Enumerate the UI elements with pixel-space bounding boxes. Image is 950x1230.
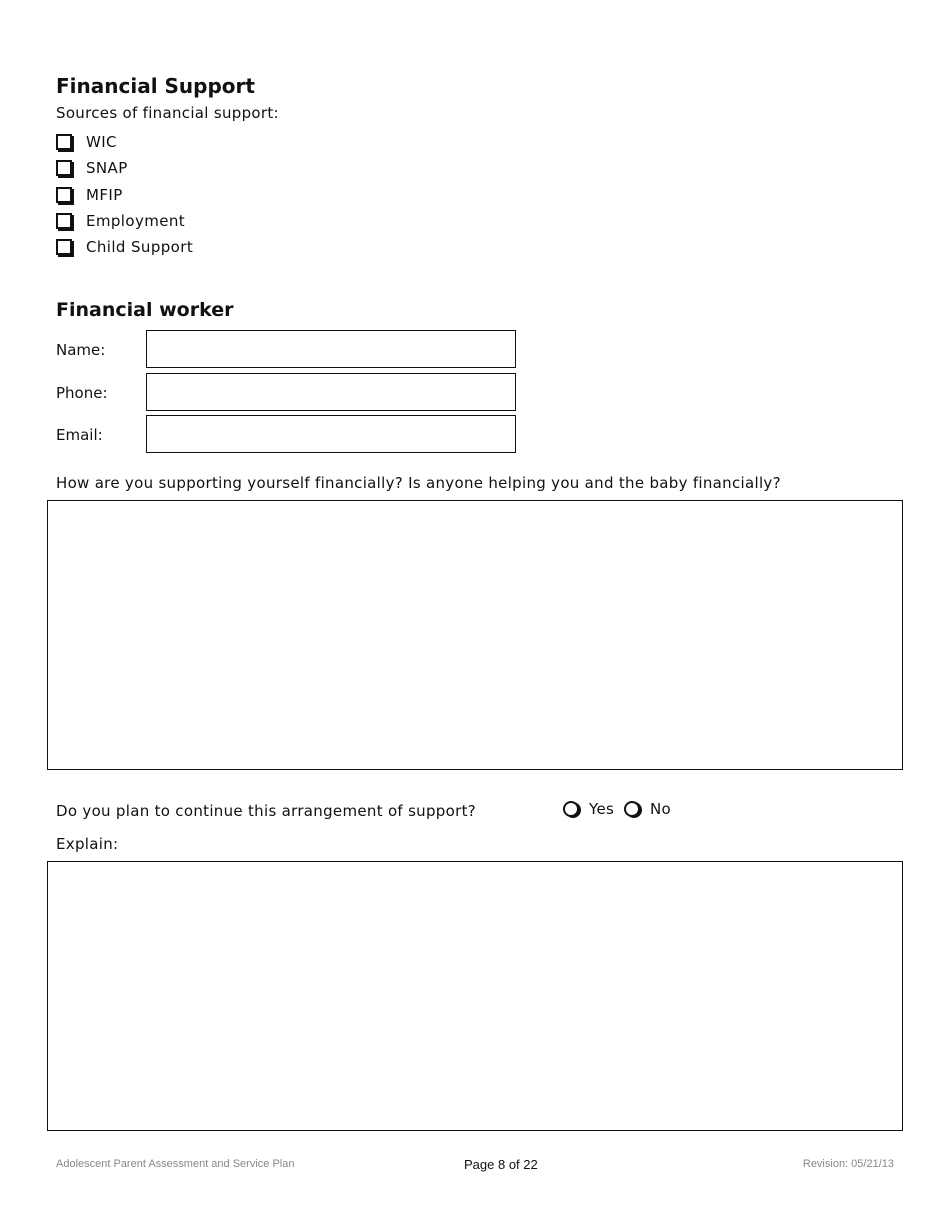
financial-worker-heading: Financial worker xyxy=(56,299,234,321)
checkbox-label: MFIP xyxy=(86,186,123,204)
radio-no-label: No xyxy=(650,800,671,818)
checkbox-wic[interactable] xyxy=(56,131,117,153)
financial-support-prompt: Sources of financial support: xyxy=(56,104,279,122)
checkbox-snap[interactable] xyxy=(56,157,128,179)
checkbox-label: SNAP xyxy=(86,159,128,177)
email-field[interactable] xyxy=(146,415,516,453)
phone-field[interactable] xyxy=(146,373,516,411)
support-question: How are you supporting yourself financially? Is anyone helping you and the baby financially? xyxy=(56,474,781,492)
radio-icon[interactable] xyxy=(563,801,579,817)
footer-document-title: Adolescent Parent Assessment and Service Plan xyxy=(56,1158,295,1170)
explain-label: Explain: xyxy=(56,835,119,853)
financial-support-heading: Financial Support xyxy=(56,74,255,98)
radio-yes-label: Yes xyxy=(589,800,615,818)
checkbox-label: Employment xyxy=(86,212,186,230)
checkbox-icon[interactable] xyxy=(56,187,72,203)
continue-question: Do you plan to continue this arrangement of support? xyxy=(56,802,477,820)
checkbox-icon[interactable] xyxy=(56,160,72,176)
checkbox-icon[interactable] xyxy=(56,134,72,150)
support-answer-box[interactable] xyxy=(47,500,903,770)
radio-no[interactable] xyxy=(624,800,671,818)
checkbox-icon[interactable] xyxy=(56,239,72,255)
name-field[interactable] xyxy=(146,330,516,368)
checkbox-mfip[interactable] xyxy=(56,184,123,206)
email-label: Email: xyxy=(56,426,103,444)
radio-icon[interactable] xyxy=(624,801,640,817)
footer-revision: Revision: 05/21/13 xyxy=(802,1158,894,1170)
radio-yes[interactable] xyxy=(563,800,614,818)
name-label: Name: xyxy=(56,341,106,359)
checkbox-label: WIC xyxy=(86,133,117,151)
explain-answer-box[interactable] xyxy=(47,861,903,1131)
checkbox-child-support[interactable] xyxy=(56,236,193,258)
phone-label: Phone: xyxy=(56,384,108,402)
footer-page-number: Page 8 of 22 xyxy=(464,1157,538,1172)
checkbox-icon[interactable] xyxy=(56,213,72,229)
checkbox-label: Child Support xyxy=(86,238,194,256)
checkbox-employment[interactable] xyxy=(56,210,185,232)
